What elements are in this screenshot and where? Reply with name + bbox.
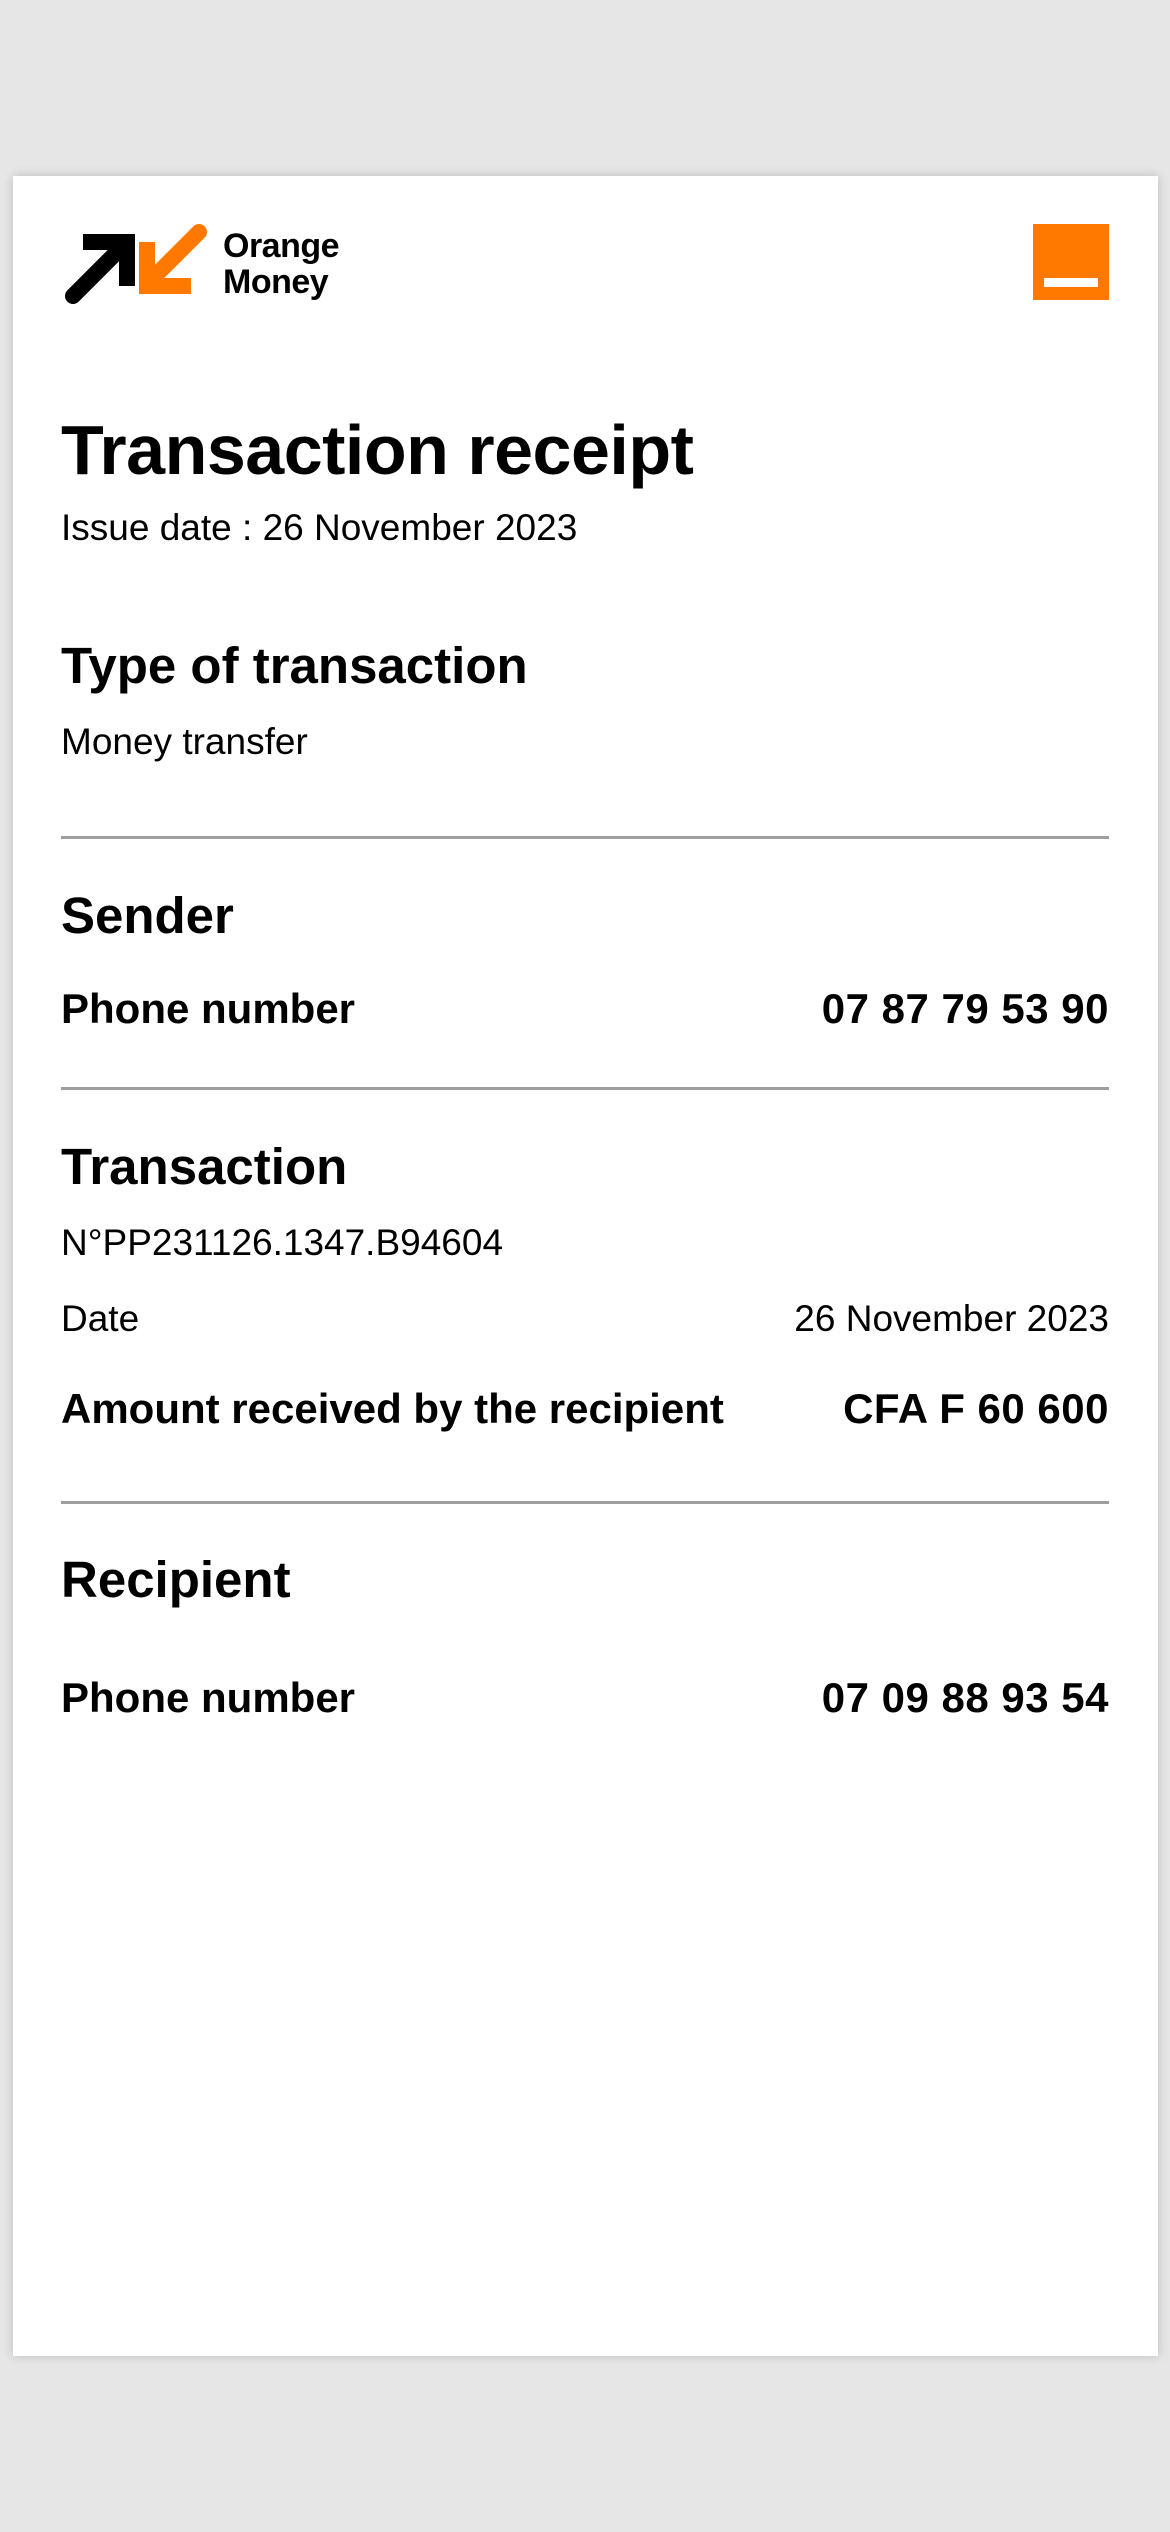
orange-money-arrows-icon	[61, 224, 209, 304]
transaction-reference: N°PP231126.1347.B94604	[61, 1222, 504, 1263]
type-of-transaction-heading: Type of transaction	[61, 637, 528, 694]
page-title: Transaction receipt	[61, 411, 694, 489]
brand-square-bar	[1044, 278, 1098, 287]
divider	[61, 1087, 1109, 1090]
receipt-card	[13, 176, 1158, 2356]
amount-label: Amount received by the recipient	[61, 1385, 724, 1432]
orange-brand-square-icon	[1033, 224, 1109, 300]
logo-wordmark	[223, 228, 339, 300]
sender-heading: Sender	[61, 887, 234, 944]
recipient-phone-value: 07 09 88 93 54	[821, 1674, 1109, 1721]
recipient-phone-label: Phone number	[61, 1674, 356, 1721]
transaction-date-label: Date	[61, 1298, 140, 1339]
divider	[61, 1501, 1109, 1504]
transaction-heading: Transaction	[61, 1138, 348, 1195]
logo-wordmark-line2: Money	[223, 263, 329, 301]
recipient-heading: Recipient	[61, 1551, 291, 1608]
transaction-date-value: 26 November 2023	[794, 1298, 1109, 1339]
divider	[61, 836, 1109, 839]
type-of-transaction-value: Money transfer	[61, 721, 308, 762]
amount-value: CFA F 60 600	[843, 1385, 1109, 1432]
logo-wordmark-line1: Orange	[223, 227, 340, 265]
issue-date: Issue date : 26 November 2023	[61, 507, 578, 548]
sender-phone-value: 07 87 79 53 90	[821, 985, 1109, 1032]
sender-phone-label: Phone number	[61, 985, 356, 1032]
orange-money-logo	[61, 224, 339, 304]
